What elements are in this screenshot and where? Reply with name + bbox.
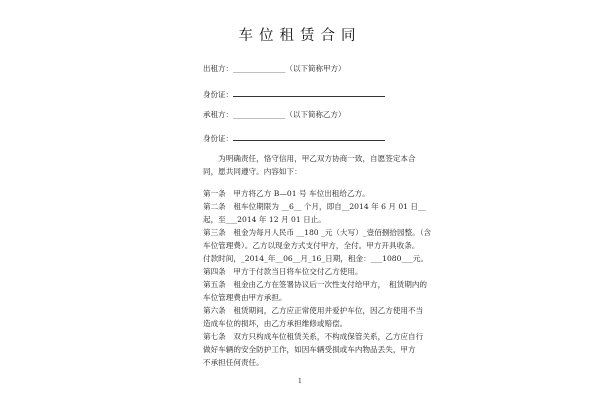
article-line: 做好车辆的安全防护工作，如因车辆受损或车内物品丢失，甲方: [203, 345, 416, 354]
article-line: 车位管理费由甲方承担。: [203, 293, 287, 302]
article-line: 第三条 租金为每月人民币 __180 _元（大写）_壹佰捌拾园整。（含: [203, 228, 432, 237]
intro-line: 为明确责任，恪守信用，甲乙双方协商一致，自愿签定本合: [203, 154, 416, 163]
intro-line: 同，愿共同遵守。内容如下：: [203, 167, 302, 176]
article-line: 第一条 甲方将乙方 B—01 号 车位出租给乙方。: [203, 189, 370, 198]
lessee-id-label: 身份证：: [203, 134, 233, 143]
lessor-label: 出租方：: [203, 64, 233, 73]
article-line: 不承担任何责任。: [203, 358, 264, 367]
lessee-id-line: [203, 132, 385, 144]
article-line: 车位管理费）。乙方以现金方式支付甲方，全付。甲方开具收条。: [203, 241, 420, 250]
lessee-label: 承租方：: [203, 110, 233, 119]
lessee-blank: ______________: [233, 110, 286, 119]
article-line: 第二条 租车位期限为 __6__ 个月，即自__2014 年 6 月 01 日__: [203, 202, 426, 211]
lessor-line: [203, 64, 346, 74]
article-line: 起，至___2014 年 12 月 01 日止。: [203, 215, 326, 224]
lessor-note: （以下简称甲方）: [285, 64, 346, 73]
article-line: 第六条 租赁期间，乙方应正常使用并爱护车位，因乙方使用不当: [203, 306, 424, 315]
lessee-note: （以下简称乙方）: [285, 110, 346, 119]
intro-paragraph: [203, 152, 416, 178]
articles-section: [203, 187, 431, 369]
page-number: 1: [297, 377, 303, 385]
lessor-blank: ______________: [233, 64, 286, 73]
article-line: 第四条 甲方于付款当日将车位交付乙方使用。: [203, 267, 363, 276]
article-line: 造成车位的损坏，由乙方承担维修或赔偿。: [203, 319, 348, 328]
article-line: 付款时间，_2014_年__06__月_16_日期，租金：___1080___元。: [203, 254, 429, 263]
article-line: 第五条 租金由乙方在签署协议后一次性支付给甲方， 租赁期内的: [203, 280, 428, 289]
lessor-id-line: [203, 88, 385, 100]
lessor-id-label: 身份证：: [203, 90, 233, 99]
lessee-line: [203, 110, 346, 120]
document-title: 车位租赁合同: [238, 28, 362, 44]
lessor-id-underline: [233, 88, 385, 97]
article-line: 第七条 双方只构成车位租赁关系，不构成保管关系，乙方应自行: [203, 332, 424, 341]
lessee-id-underline: [233, 132, 385, 141]
